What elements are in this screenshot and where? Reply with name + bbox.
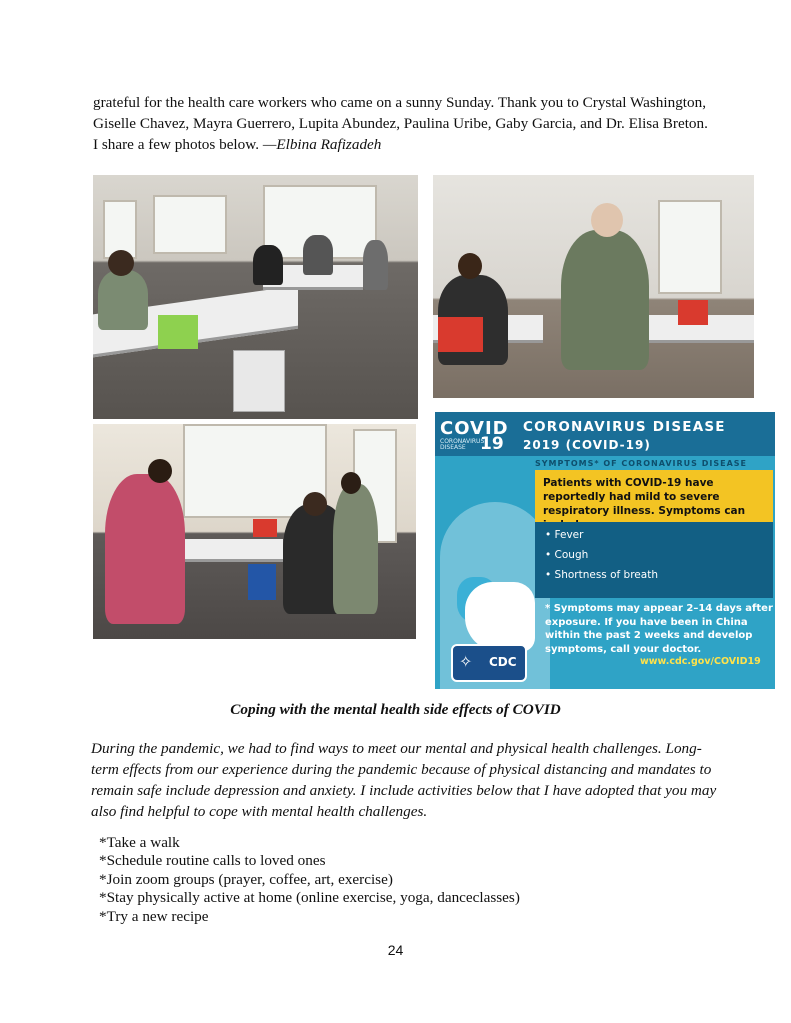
- section-heading: Coping with the mental health side effects of COVID: [230, 701, 561, 718]
- poster-covid-label: COVID: [440, 418, 509, 439]
- poster-symptom-fever: • Fever: [545, 529, 584, 541]
- intro-paragraph: [93, 92, 713, 155]
- list-item: *Schedule routine calls to loved ones: [99, 852, 326, 870]
- photo-health-workers-standing: [433, 175, 754, 398]
- intro-text: grateful for the health care workers who came on a sunny Sunday. Thank you to Crystal Washington, Giselle Chavez, Mayra Guerrero, Lupita Abundez, Paulina Uribe, Gaby Garcia, and Dr. Elisa Breton. I share a few photos below.: [93, 94, 708, 153]
- poster-symptoms-header: SYMPTOMS* OF CORONAVIRUS DISEASE: [535, 459, 747, 468]
- list-item: *Take a walk: [99, 834, 180, 851]
- cdc-covid-poster: [435, 412, 775, 689]
- poster-intro-text: Patients with COVID-19 have reportedly had mild to severe respiratory illness. Symptoms can: [543, 477, 746, 517]
- cdc-logo: [451, 644, 527, 682]
- poster-note: * Symptoms may appear 2–14 days after exposure. If you have been in China within the past 2 weeks and develop symptoms, call your doctor.: [545, 603, 773, 655]
- poster-tissue-illustration: [465, 582, 535, 652]
- poster-intro-box: [535, 470, 773, 522]
- poster-19-label: 19: [480, 434, 504, 454]
- poster-url: www.cdc.gov/COVID19: [640, 656, 761, 667]
- photo-vaccination-tables: [93, 175, 418, 419]
- author-signature: —Elbina Rafizadeh: [262, 136, 382, 153]
- body-paragraph: During the pandemic, we had to find ways to meet our mental and physical health challenges. Long-term effects from our experience during the pandemic because of physical distancing and mandates to remain safe include depression and anxiety. I include activities below that I have adopted that you may also find helpful to cope with mental health challenges.: [91, 740, 717, 820]
- list-item: *Stay physically active at home (online exercise, yoga, danceclasses): [99, 889, 520, 907]
- poster-subtitle: 2019 (COVID-19): [523, 438, 651, 452]
- poster-title: CORONAVIRUS DISEASE: [523, 419, 726, 435]
- photo-patient-receiving-vaccine: [93, 424, 416, 639]
- cdc-logo-text: CDC: [489, 655, 517, 669]
- list-item: *Try a new recipe: [99, 907, 209, 925]
- poster-symptom-breath: • Shortness of breath: [545, 569, 658, 581]
- activity-list: [99, 834, 520, 926]
- page-number: 24: [387, 942, 404, 958]
- hhs-eagle-icon: ✧: [459, 652, 473, 671]
- list-item: *Join zoom groups (prayer, coffee, art, exercise): [99, 870, 393, 888]
- poster-symptom-cough: • Cough: [545, 549, 589, 561]
- poster-small-label: CORONAVIRUS DISEASE: [440, 438, 485, 451]
